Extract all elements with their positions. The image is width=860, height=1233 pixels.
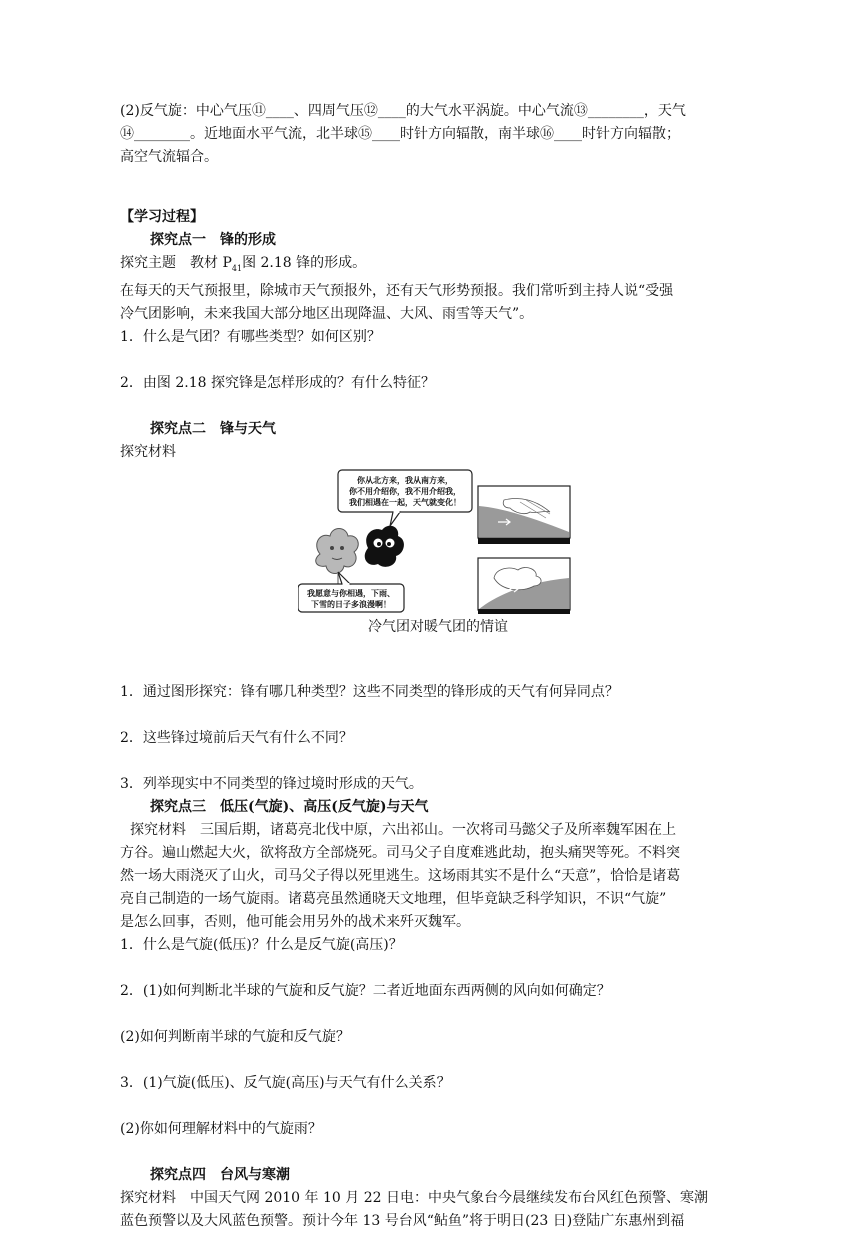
section-3-material-1: 探究材料 三国后期，诸葛亮北伐中原，六出祁山。一次将司马懿父子及所率魏军困在上 <box>130 821 676 838</box>
bubble-bottom-line-2: 下雪的日子多浪漫啊！ <box>311 598 391 609</box>
section-3-question-2a: 2．(1)如何判断北半球的气旋和反气旋？二者近地面东西两侧的风向如何确定？ <box>120 982 611 999</box>
bubble-top-line-2: 你不用介绍你，我不用介绍我， <box>349 485 461 496</box>
warm-front-panel <box>478 486 570 544</box>
section-3-material-3: 然一场大雨浇灭了山火，司马父子得以死里逃生。这场雨其实不是什么“天意”，恰恰是诸葛 <box>120 867 681 884</box>
section-4-title: 探究点四 台风与寒潮 <box>150 1166 290 1183</box>
section-3-title: 探究点三 低压(气旋)、高压(反气旋)与天气 <box>150 798 429 815</box>
front-cartoon <box>298 466 578 616</box>
cold-air-mass-character <box>365 526 404 567</box>
section-3-question-3b: (2)你如何理解材料中的气旋雨？ <box>120 1120 322 1137</box>
section-4-material-2: 蓝色预警以及大风蓝色预警。预计今年 13 号台风“鲇鱼”将于明日(23 日)登陆广东惠州到福 <box>120 1212 685 1229</box>
section-4-material-1: 探究材料 中国天气网 2010 年 10 月 22 日电：中央气象台今晨继续发布台风红色预警、寒潮 <box>120 1189 708 1206</box>
section-1-theme: 探究主题 教材 $P_{41}$图 2.18 锋的形成。 <box>120 255 367 273</box>
anticyclone-line-3: 高空气流辐合。 <box>120 149 218 165</box>
cold-front-panel <box>478 558 570 614</box>
air-mass-illustration <box>298 466 578 681</box>
section-1-question-2: 2．由图 2.18 探究锋是怎样形成的？有什么特征？ <box>120 374 435 391</box>
section-2-question-1: 1．通过图形探究：锋有哪几种类型？这些不同类型的锋形成的天气有何异同点？ <box>120 683 619 700</box>
section-3-question-3a: 3．(1)气旋(低压)、反气旋(高压)与天气有什么关系？ <box>120 1074 451 1091</box>
anticyclone-line-1: (2)反气旋：中心气压⑪____、四周气压⑫____的大气水平涡旋。中心气流⑬________，天气 <box>120 103 686 119</box>
section-2-material-label: 探究材料 <box>120 443 176 460</box>
section-2-question-3: 3．列举现实中不同类型的锋过境时形成的天气。 <box>120 775 423 792</box>
section-1-question-1: 1．什么是气团？有哪些类型？如何区别？ <box>120 328 381 345</box>
section-3-material-4: 亮自己制造的一场气旋雨。诸葛亮虽然通晓天文地理，但毕竟缺乏科学知识，不识“气旋” <box>120 890 667 907</box>
section-1-intro-1: 在每天的天气预报里，除城市天气预报外，还有天气形势预报。我们常听到主持人说“受强 <box>120 282 674 299</box>
bubble-top-line-1: 你从北方来，我从南方来， <box>357 474 453 485</box>
section-2-question-2: 2．这些锋过境前后天气有什么不同？ <box>120 729 353 746</box>
anticyclone-line-2: ⑭________。近地面水平气流，北半球⑮____时针方向辐散，南半球⑯____时针方向辐散； <box>120 126 680 142</box>
bubble-bottom-line-1: 我愿意与你相遇，下雨、 <box>307 587 395 598</box>
document-page <box>120 100 740 1233</box>
section-3-question-1: 1．什么是气旋(低压)？什么是反气旋(高压)？ <box>120 936 403 953</box>
section-3-question-2b: (2)如何判断南半球的气旋和反气旋？ <box>120 1028 350 1045</box>
bubble-top-line-3: 我们相遇在一起，天气就变化！ <box>349 496 461 507</box>
warm-air-mass-character <box>316 528 359 584</box>
section-1-intro-2: 冷气团影响，未来我国大部分地区出现降温、大风、雨雪等天气”。 <box>120 305 534 322</box>
figure-caption: 冷气团对暖气团的情谊 <box>368 618 508 635</box>
section-2-title: 探究点二 锋与天气 <box>150 420 276 437</box>
section-3-material-2: 方谷。遍山燃起大火，欲将敌方全部烧死。司马父子自度难逃此劫，抱头痛哭等死。不料突 <box>120 844 680 861</box>
section-1-title: 探究点一 锋的形成 <box>150 232 276 248</box>
section-3-material-5: 是怎么回事，否则，他可能会用另外的战术来歼灭魏军。 <box>120 913 470 930</box>
learning-process-heading: 【学习过程】 <box>120 209 204 225</box>
